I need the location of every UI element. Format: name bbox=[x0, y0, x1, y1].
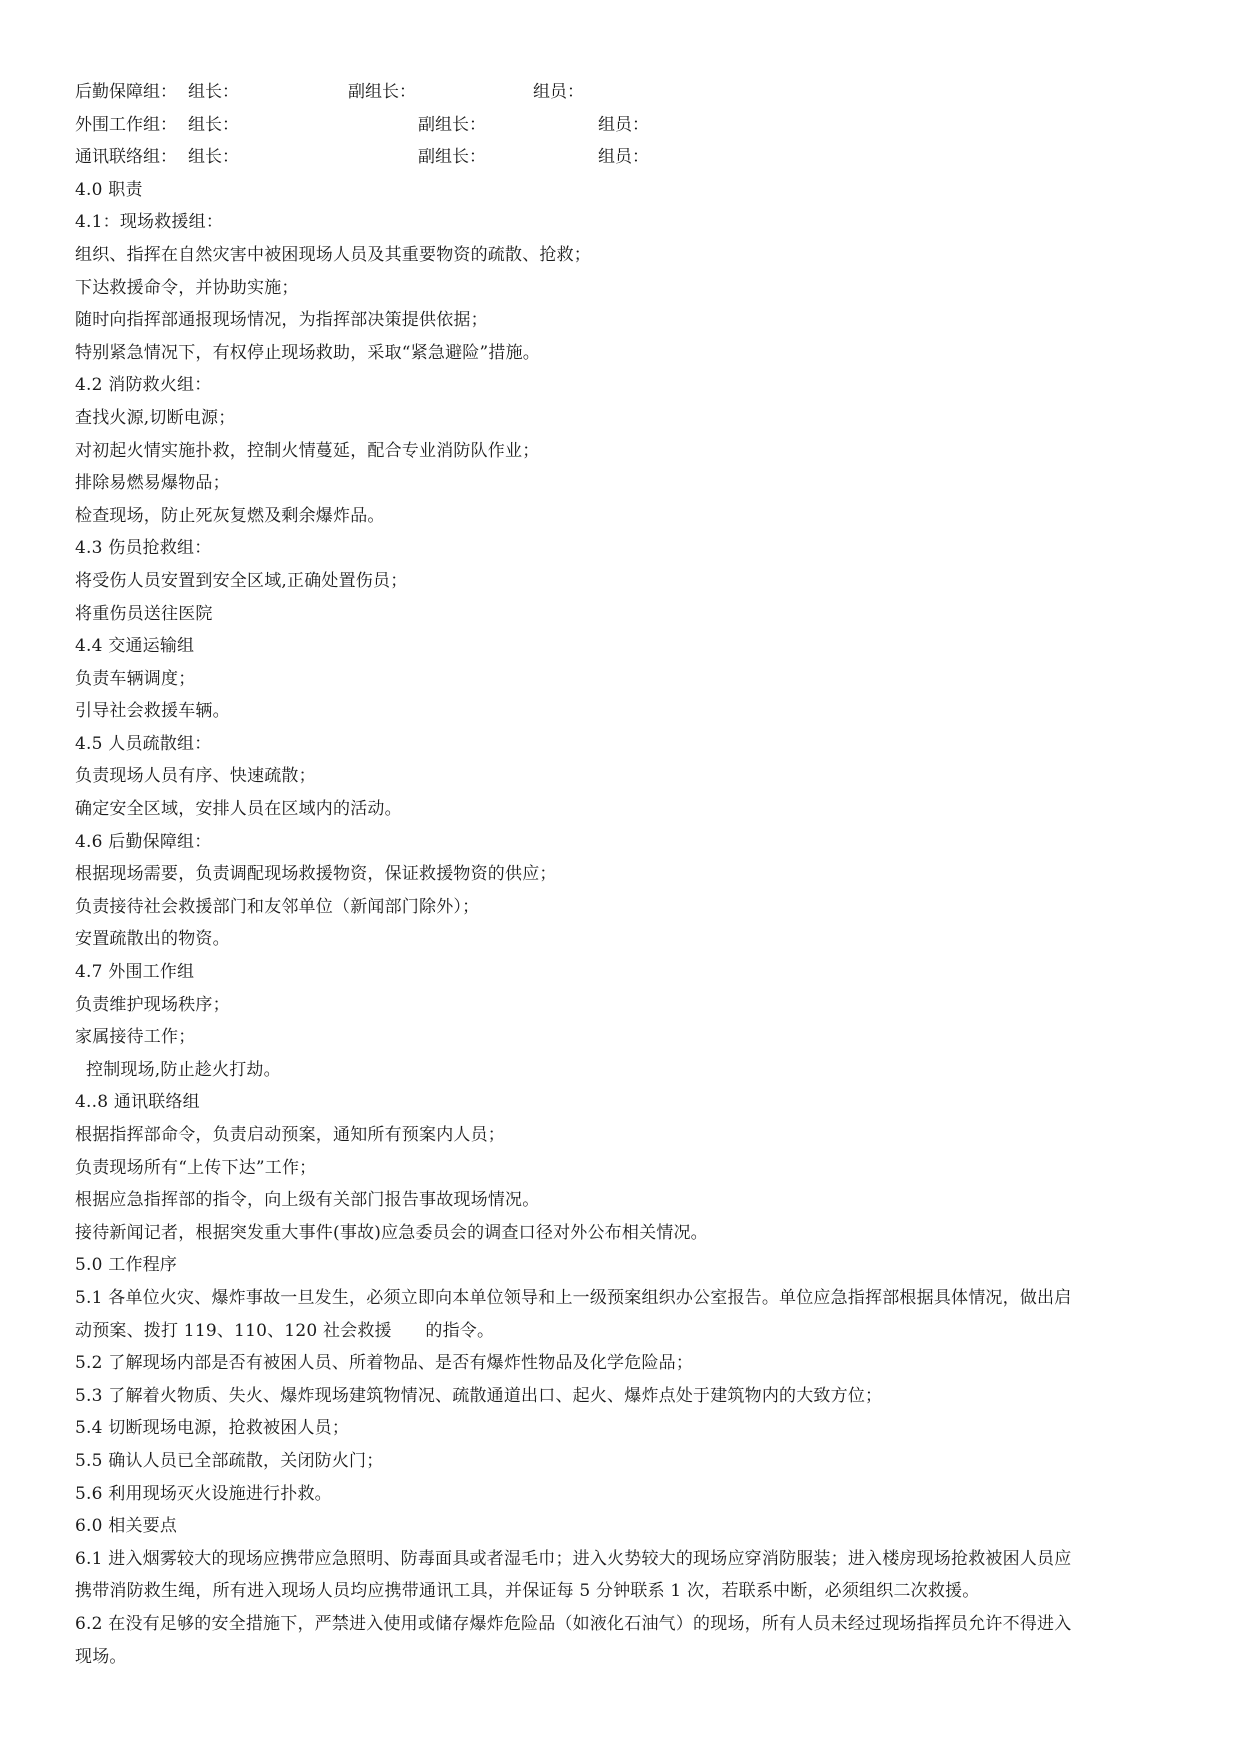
roster-group: 后勤保障组： bbox=[75, 82, 177, 102]
roster-row-communication bbox=[75, 141, 1175, 174]
text-line: 负责车辆调度； bbox=[75, 668, 196, 689]
roster-row-perimeter bbox=[75, 109, 1175, 142]
text-line: 组织、指挥在自然灾害中被困现场人员及其重要物资的疏散、抢救； bbox=[75, 244, 591, 265]
roster-row-logistics bbox=[75, 76, 1175, 109]
text-paragraph: 6.1 进入烟雾较大的现场应携带应急照明、防毒面具或者湿毛巾；进入火势较大的现场应穿消防服装；进入楼房现场抢救被困人员应 携带消防救生绳，所有进入现场人员均应携带通讯工具，并保证每 5 分钟联系 1 次，若联系中断，必须组织二次救援。 bbox=[75, 1548, 1072, 1602]
roster-leader: 组长： bbox=[188, 147, 239, 168]
subsection-heading: 4.3 伤员抢救组： bbox=[75, 538, 212, 559]
text-line: 5.6 利用现场灭火设施进行扑救。 bbox=[75, 1483, 332, 1504]
text-line: 根据指挥部命令，负责启动预案，通知所有预案内人员； bbox=[75, 1125, 505, 1145]
document-page bbox=[75, 76, 1175, 1673]
text-line: 排除易燃易爆物品； bbox=[75, 473, 230, 494]
text-line: 确定安全区域，安排人员在区域内的活动。 bbox=[75, 799, 402, 820]
text-paragraph: 5.1 各单位火灾、爆炸事故一旦发生，必须立即向本单位领导和上一级预案组织办公室报告。单位应急指挥部根据具体情况，做出启 动预案、拨打 119、110、120 社会救援 的指令。 bbox=[75, 1287, 1072, 1341]
text-line: 安置疏散出的物资。 bbox=[75, 929, 230, 950]
roster-members: 组员： bbox=[533, 82, 584, 102]
text-line: 根据应急指挥部的指令，向上级有关部门报告事故现场情况。 bbox=[75, 1190, 540, 1211]
text-line: 对初起火情实施扑救，控制火情蔓延，配合专业消防队作业； bbox=[75, 440, 540, 461]
text-line: 引导社会救援车辆。 bbox=[75, 701, 230, 722]
roster-group: 外围工作组： bbox=[75, 114, 177, 135]
roster-deputy: 副组长： bbox=[418, 147, 486, 168]
text-line: 家属接待工作； bbox=[75, 1027, 196, 1048]
roster-deputy: 副组长： bbox=[418, 114, 486, 135]
text-line: 查找火源,切断电源； bbox=[75, 407, 236, 428]
subsection-heading: 4.1：现场救援组： bbox=[75, 212, 224, 233]
roster-leader: 组长： bbox=[188, 114, 239, 135]
text-line: 特别紧急情况下，有权停止现场救助，采取“紧急避险”措施。 bbox=[75, 342, 540, 363]
roster-group: 通讯联络组： bbox=[75, 147, 177, 168]
text-line: 接待新闻记者，根据突发重大事件(事故)应急委员会的调查口径对外公布相关情况。 bbox=[75, 1222, 708, 1243]
text-line: 将受伤人员安置到安全区域,正确处置伤员； bbox=[75, 570, 408, 591]
text-line: 控制现场,防止趁火打劫。 bbox=[86, 1059, 281, 1080]
roster-members: 组员： bbox=[598, 147, 649, 168]
subsection-heading: 4.6 后勤保障组： bbox=[75, 831, 212, 852]
roster-leader: 组长： bbox=[188, 82, 239, 102]
subsection-heading: 4.4 交通运输组 bbox=[75, 636, 195, 657]
text-line: 负责接待社会救援部门和友邻单位（新闻部门除外）； bbox=[75, 896, 480, 917]
section-heading: 4.0 职责 bbox=[75, 179, 143, 200]
subsection-heading: 4.2 消防救火组： bbox=[75, 375, 212, 396]
text-paragraph: 6.2 在没有足够的安全措施下，严禁进入使用或储存爆炸危险品（如液化石油气）的现场，所有人员未经过现场指挥员允许不得进入 现场。 bbox=[75, 1613, 1072, 1667]
text-line: 将重伤员送往医院 bbox=[75, 603, 213, 624]
text-line: 5.5 确认人员已全部疏散，关闭防火门； bbox=[75, 1450, 384, 1471]
text-line: 随时向指挥部通报现场情况，为指挥部决策提供依据； bbox=[75, 310, 488, 331]
section-heading: 5.0 工作程序 bbox=[75, 1255, 178, 1276]
subsection-heading: 4.5 人员疏散组： bbox=[75, 733, 212, 754]
text-line: 负责维护现场秩序； bbox=[75, 994, 230, 1015]
roster-deputy: 副组长： bbox=[348, 82, 416, 102]
subsection-heading: 4.7 外围工作组 bbox=[75, 962, 195, 983]
text-line: 5.2 了解现场内部是否有被困人员、所着物品、是否有爆炸性物品及化学危险品； bbox=[75, 1353, 694, 1374]
text-line: 负责现场人员有序、快速疏散； bbox=[75, 766, 316, 787]
section-heading: 6.0 相关要点 bbox=[75, 1516, 178, 1537]
subsection-heading: 4..8 通讯联络组 bbox=[75, 1092, 200, 1113]
roster-members: 组员： bbox=[598, 114, 649, 135]
text-line: 下达救援命令，并协助实施； bbox=[75, 277, 299, 298]
text-line: 5.3 了解着火物质、失火、爆炸现场建筑物情况、疏散通道出口、起火、爆炸点处于建筑物内的大致方位； bbox=[75, 1385, 883, 1406]
text-line: 根据现场需要，负责调配现场救援物资，保证救援物资的供应； bbox=[75, 864, 557, 885]
text-line: 负责现场所有“上传下达”工作； bbox=[75, 1157, 317, 1178]
text-line: 5.4 切断现场电源，抢救被困人员； bbox=[75, 1418, 350, 1439]
text-line: 检查现场，防止死灰复燃及剩余爆炸品。 bbox=[75, 505, 385, 526]
